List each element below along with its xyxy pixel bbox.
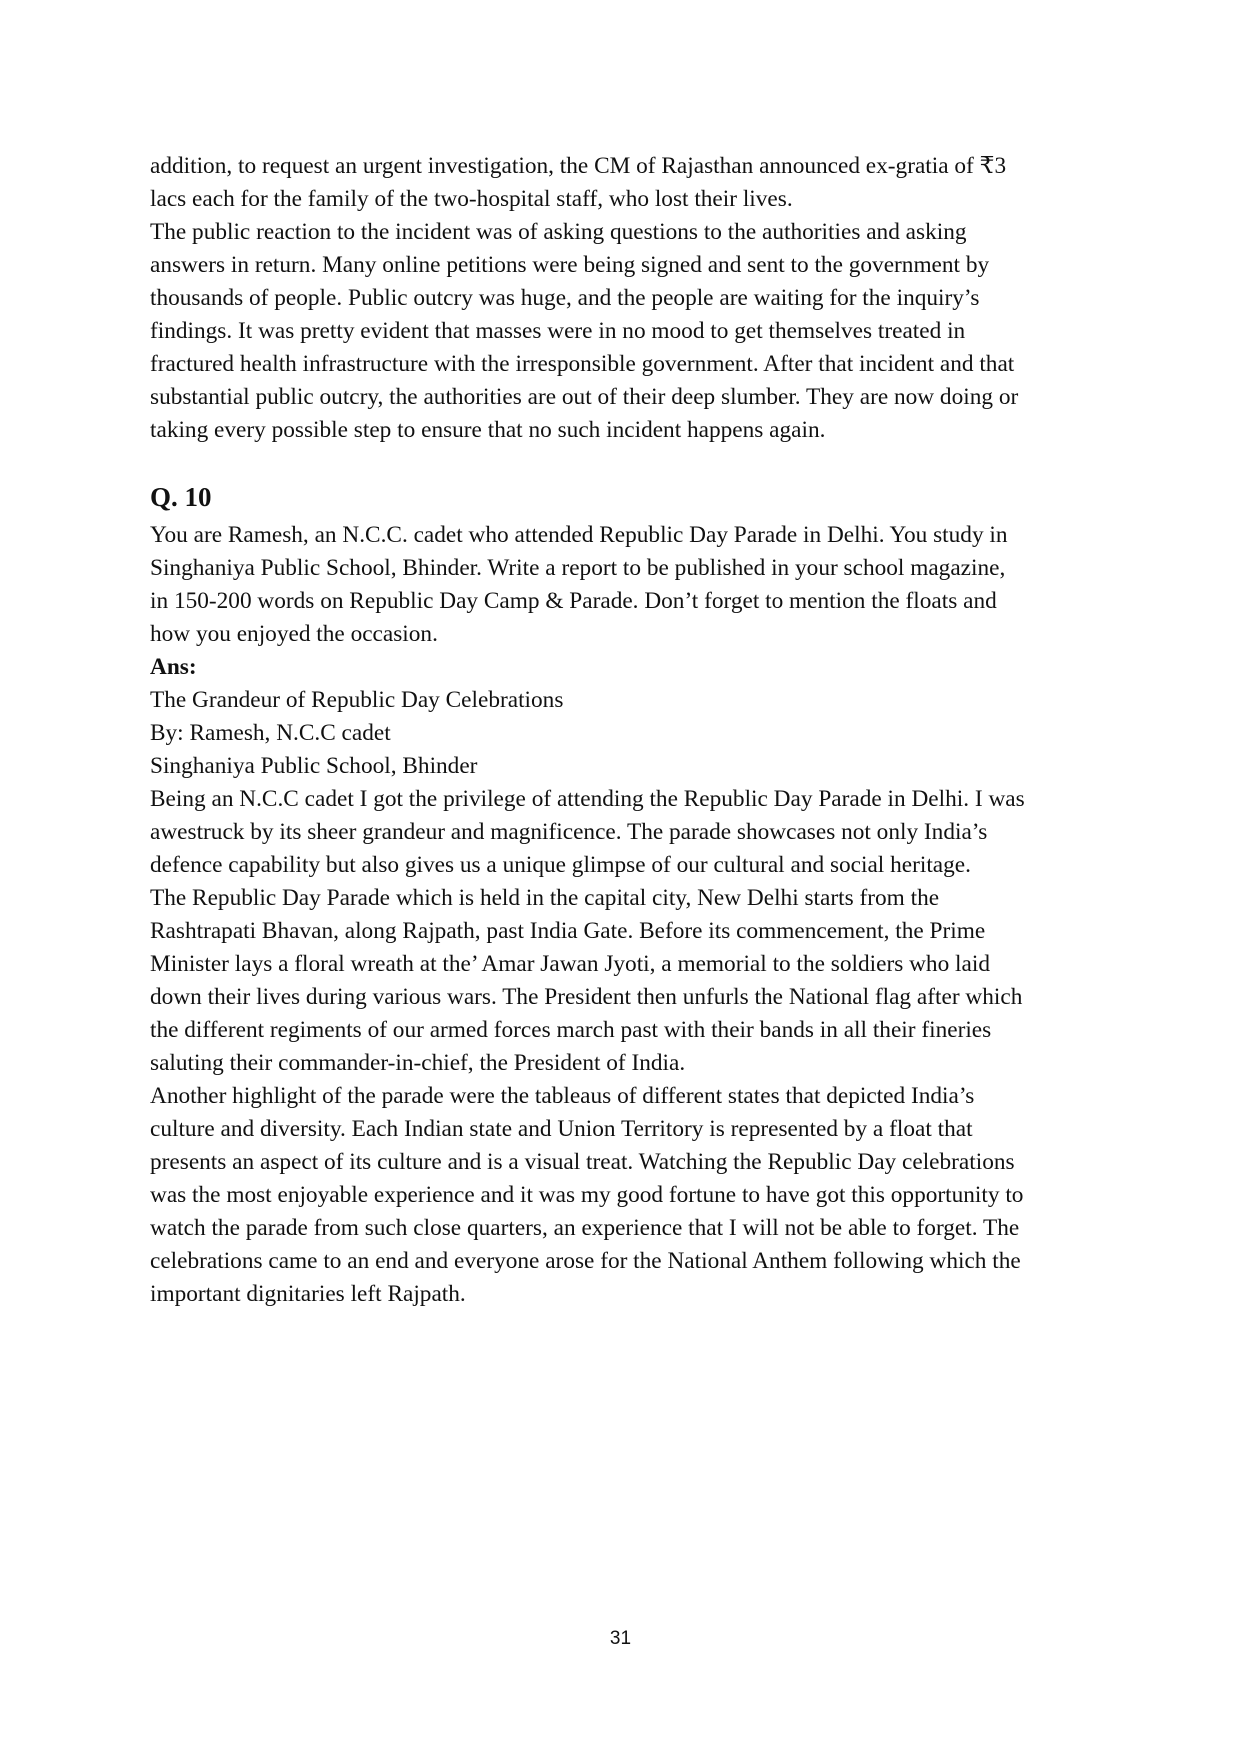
paragraph-exgratia: addition, to request an urgent investigation, the CM of Rajasthan announced ex-gratia of ₹3 lacs each for the family of the two-hospital staff, who lost their lives. bbox=[150, 153, 1007, 212]
report-paragraph-tableaus: Another highlight of the parade were the tableaus of different states that depicted India’s culture and diversity. Each Indian state and Union Territory is represented by a float that presents an aspect of its culture and is a visual treat. Watching the Republic Day celebrations was the most enjoyable experience and it was my good fortune to have got this opportunity to watch the parade from such close quarters, an experience that I will not be able to forget. The celebrations came to an end and everyone arose for the National Anthem following which the important dignitaries left Rajpath. bbox=[150, 1083, 1024, 1307]
paragraph-public-reaction: The public reaction to the incident was of asking questions to the authorities and asking answers in return. Many online petitions were being signed and sent to the government by thousands of people. Public outcry was huge, and the people are waiting for the inquiry’s findings. It was pretty evident that masses were in no mood to get themselves treated in fractured health infrastructure with the irresponsible government. After that incident and that substantial public outcry, the authorities are out of their deep slumber. They are now doing or taking every possible step to ensure that no such incident happens again. bbox=[150, 219, 1019, 443]
report-title: The Grandeur of Republic Day Celebrations bbox=[150, 687, 564, 713]
page-body bbox=[150, 150, 1095, 1311]
page-number: 31 bbox=[609, 1628, 632, 1649]
report-school: Singhaniya Public School, Bhinder bbox=[150, 753, 478, 779]
question-text: You are Ramesh, an N.C.C. cadet who attended Republic Day Parade in Delhi. You study in Singhaniya Public School, Bhinder. Write a report to be published in your school magazine, in 150-200 words on Republic Day Camp & Parade. Don’t forget to mention the floats and how you enjoyed the occasion. bbox=[150, 522, 1008, 647]
answer-label: Ans: bbox=[150, 654, 197, 680]
report-paragraph-intro: Being an N.C.C cadet I got the privilege of attending the Republic Day Parade in Delhi. I was awestruck by its sheer grandeur and magnificence. The parade showcases not only India’s defence capability but also gives us a unique glimpse of our cultural and social heritage. bbox=[150, 786, 1025, 878]
report-paragraph-parade: The Republic Day Parade which is held in the capital city, New Delhi starts from the Rashtrapati Bhavan, along Rajpath, past India Gate. Before its commencement, the Prime Minister lays a floral wreath at the’ Amar Jawan Jyoti, a memorial to the soldiers who laid down their lives during various wars. The President then unfurls the National flag after which the different regiments of our armed forces march past with their bands in all their fineries saluting their commander-in-chief, the President of India. bbox=[150, 885, 1023, 1076]
section-spacer bbox=[150, 447, 1095, 477]
question-heading: Q. 10 bbox=[150, 482, 212, 512]
report-byline: By: Ramesh, N.C.C cadet bbox=[150, 720, 391, 746]
